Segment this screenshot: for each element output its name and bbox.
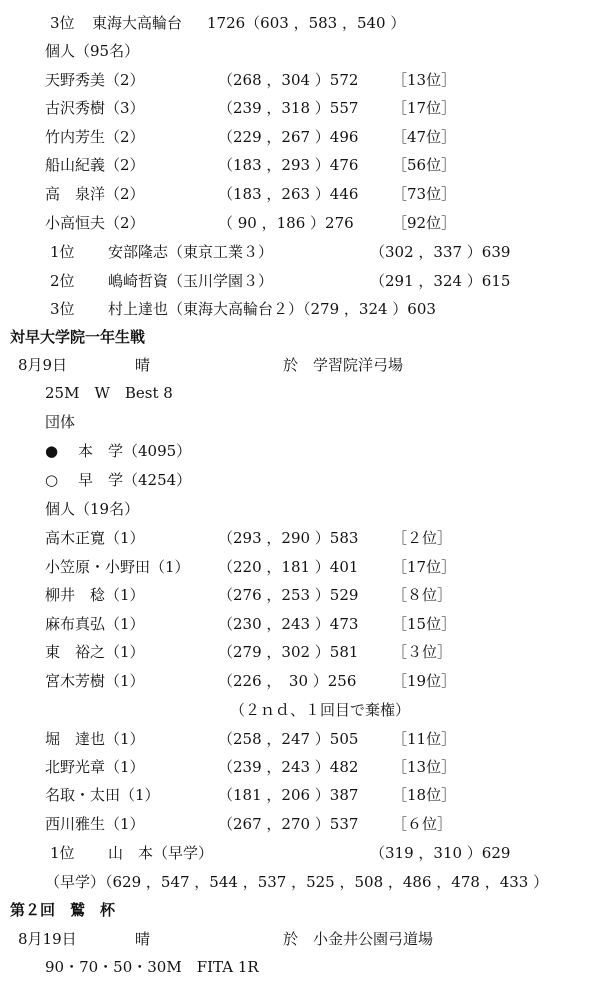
event-date: 8月9日 xyxy=(18,356,68,374)
player-scores: （239 ，243 ）482 xyxy=(218,758,359,776)
event-format: 90・70・50・30M FITA 1R xyxy=(45,958,259,976)
player-name: 小高恒夫（2） xyxy=(45,214,145,232)
winner-name: 村上達也（東海大高輪台２）（279 ，324 ）603 xyxy=(108,300,436,318)
player-name: 柳井 稔（1） xyxy=(45,586,145,604)
player-name: 高 泉洋（2） xyxy=(45,185,145,203)
player-name: 西川雅生（1） xyxy=(45,815,145,833)
section-heading: 対早大学院一年生戦 xyxy=(10,328,146,346)
section-heading: 第２回 鷲 杯 xyxy=(10,901,116,919)
winner-scores: （291 ，324 ）615 xyxy=(370,272,511,290)
player-scores: （276 ，253 ）529 xyxy=(218,586,359,604)
team-result-mark: ○ xyxy=(45,471,59,489)
player-scores: （ 90 ，186 ）276 xyxy=(218,214,354,232)
player-rank: ［18位］ xyxy=(392,786,457,804)
player-scores: （279 ，302 ）581 xyxy=(218,643,359,661)
player-scores: （267 ，270 ）537 xyxy=(218,815,359,833)
player-scores: （181 ，206 ）387 xyxy=(218,786,359,804)
winner-name: 山 本（早学） xyxy=(108,844,214,862)
player-rank: ［73位］ xyxy=(392,185,457,203)
player-rank: ［17位］ xyxy=(392,99,457,117)
winner-rank: 1位 xyxy=(50,844,75,862)
player-scores: （183 ，293 ）476 xyxy=(218,156,359,174)
event-weather: 晴 xyxy=(135,930,151,948)
section-label: 個人（19名） xyxy=(45,500,140,518)
player-scores: （258 ，247 ）505 xyxy=(218,730,359,748)
player-rank: ［２位］ xyxy=(392,529,453,547)
winner-name: 安部隆志（東京工業３） xyxy=(108,243,274,261)
player-name: 船山紀義（2） xyxy=(45,156,145,174)
event-format: 25M W Best 8 xyxy=(45,384,173,402)
player-name: 麻布真弘（1） xyxy=(45,615,145,633)
player-rank: ［19位］ xyxy=(392,672,457,690)
player-name: 古沢秀樹（3） xyxy=(45,99,145,117)
team-score: 1726（603 ，583 ，540 ） xyxy=(207,14,406,32)
player-rank: ［13位］ xyxy=(392,758,457,776)
player-scores: （293 ，290 ）583 xyxy=(218,529,359,547)
player-scores: （229 ，267 ）496 xyxy=(218,128,359,146)
team-name: 東海大高輪台 xyxy=(92,14,183,32)
player-rank: ［47位］ xyxy=(392,128,457,146)
player-scores: （226 ， 30 ）256 xyxy=(218,672,357,690)
team-result: 本 学（4095） xyxy=(78,442,192,460)
team-scores: （早学）（629 ，547 ，544 ，537 ，525 ，508 ，486 ，478 ，433 ） xyxy=(45,873,549,891)
team-result-mark: ● xyxy=(45,442,59,460)
winner-name: 嶋崎哲資（玉川学園３） xyxy=(108,272,274,290)
section-label: 団体 xyxy=(45,413,76,431)
player-name: 名取・太田（1） xyxy=(45,786,160,804)
winner-scores: （319 ，310 ）629 xyxy=(370,844,511,862)
player-name: 竹内芳生（2） xyxy=(45,128,145,146)
player-scores: （230 ，243 ）473 xyxy=(218,615,359,633)
player-name: 天野秀美（2） xyxy=(45,71,145,89)
player-rank: ［６位］ xyxy=(392,815,453,833)
player-rank: ［13位］ xyxy=(392,71,457,89)
player-name: 堀 達也（1） xyxy=(45,730,145,748)
player-scores: （239 ，318 ）557 xyxy=(218,99,359,117)
player-rank: ［３位］ xyxy=(392,643,453,661)
note: （２ｎｄ、１回目で棄権） xyxy=(230,701,411,719)
player-rank: ［15位］ xyxy=(392,615,457,633)
player-rank: ［８位］ xyxy=(392,586,453,604)
section-label: 個人（95名） xyxy=(45,42,140,60)
player-scores: （268 ，304 ）572 xyxy=(218,71,359,89)
winner-rank: 2位 xyxy=(50,272,75,290)
player-rank: ［17位］ xyxy=(392,558,457,576)
team-result: 早 学（4254） xyxy=(78,471,192,489)
player-rank: ［11位］ xyxy=(392,730,457,748)
winner-rank: 3位 xyxy=(50,300,75,318)
event-venue: 於 学習院洋弓場 xyxy=(283,356,404,374)
player-scores: （220 ，181 ）401 xyxy=(218,558,359,576)
player-rank: ［92位］ xyxy=(392,214,457,232)
player-rank: ［56位］ xyxy=(392,156,457,174)
winner-scores: （302 ，337 ）639 xyxy=(370,243,511,261)
player-name: 高木正寛（1） xyxy=(45,529,145,547)
player-name: 小笠原・小野田（1） xyxy=(45,558,190,576)
winner-rank: 1位 xyxy=(50,243,75,261)
player-name: 東 裕之（1） xyxy=(45,643,145,661)
event-weather: 晴 xyxy=(135,356,151,374)
event-date: 8月19日 xyxy=(18,930,77,948)
player-scores: （183 ，263 ）446 xyxy=(218,185,359,203)
player-name: 宮木芳樹（1） xyxy=(45,672,145,690)
player-name: 北野光章（1） xyxy=(45,758,145,776)
team-rank: 3位 xyxy=(50,14,75,32)
event-venue: 於 小金井公園弓道場 xyxy=(283,930,434,948)
